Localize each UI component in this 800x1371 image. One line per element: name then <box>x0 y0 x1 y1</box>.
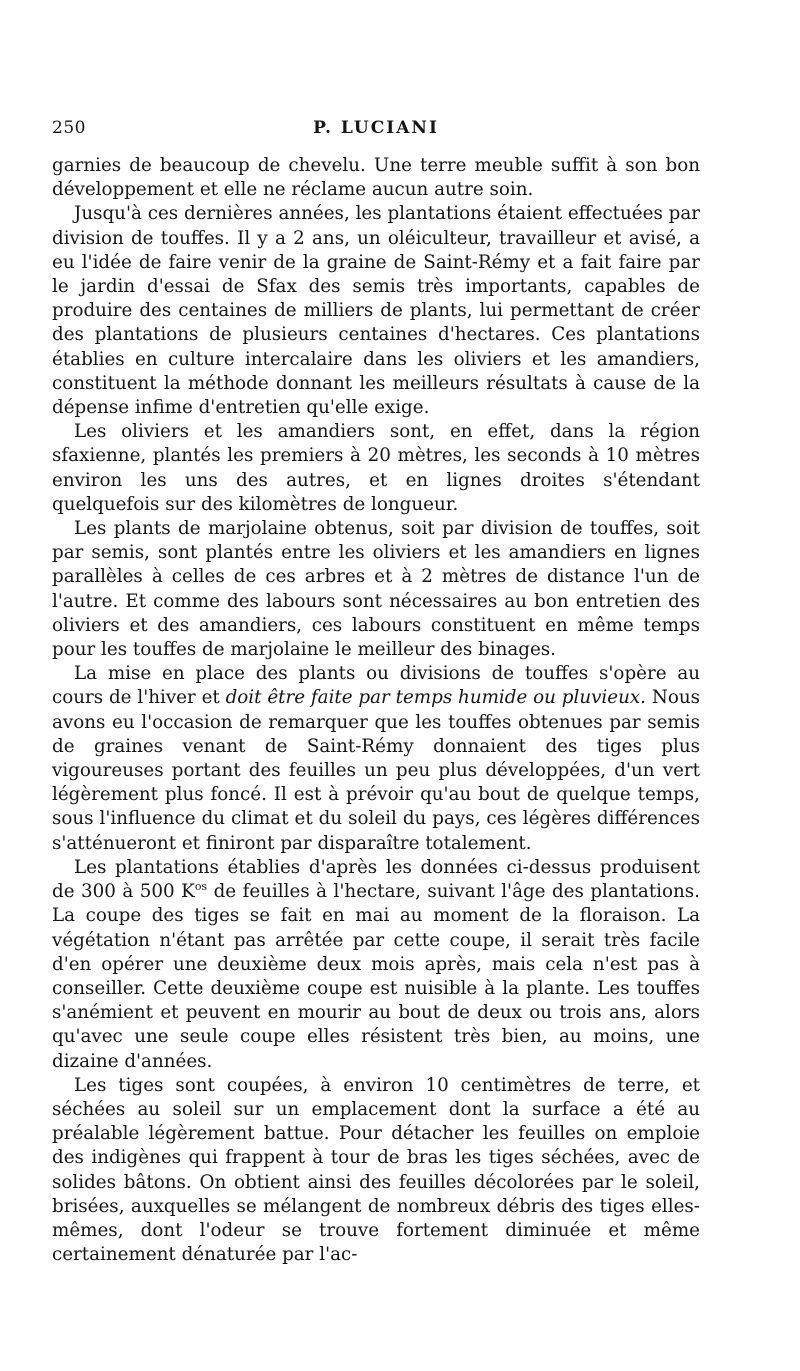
paragraph-tree-spacing: Les oliviers et les amandiers sont, en effet, dans la région sfaxienne, plantés les premiers à 20 mètres, les seconds à 10 mètres environ les uns des autres, et en lignes droites s'étendant quelquefois sur des kilomètres de longueur. <box>52 421 700 515</box>
book-page <box>52 118 700 1267</box>
paragraph-plantation-methods: Jusqu'à ces dernières années, les plantations étaient effectuées par division de touffes. Il y a 2 ans, un oléiculteur, travailleur et avisé, a eu l'idée de faire venir de la graine de Saint-Rémy et a fait faire par le jardin d'essai de Sfax des semis très importants, capables de produire des centaines de milliers de plants, lui permettant de créer des plantations de plusieurs centaines d'hectares. Ces plantations établies en culture intercalaire dans les oliviers et les amandiers, constituent la méthode donnant les meilleurs résultats à cause de la dépense infime d'entretien qu'elle exige. <box>52 203 700 419</box>
italic-emphasis: doit être faite par temps humide ou pluvieux. <box>225 687 646 709</box>
paragraph-continuation: garnies de beaucoup de chevelu. Une terre meuble suffit à son bon développement et elle ne réclame aucun autre soin. <box>52 155 700 201</box>
paragraph-yield-harvest <box>52 856 700 1074</box>
body-text <box>52 154 700 1267</box>
page-header <box>52 118 700 154</box>
running-head-author: P. LUCIANI <box>313 118 439 138</box>
page-number: 250 <box>52 118 86 138</box>
paragraph-winter-planting <box>52 662 700 856</box>
superscript: os <box>194 880 208 893</box>
text-run: Nous avons eu l'occasion de remarquer que les touffes obtenues par semis de graines venant de Saint-Rémy donnaient des tiges plus vigoureuses portant des feuilles un peu plus développées, d'un vert légèrement plus foncé. Il est à prévoir qu'au bout de quelque temps, sous l'influence du climat et du soleil du pays, ces légères différences s'atténueront et finiront par disparaître totalement. <box>52 687 700 854</box>
text-run: de feuilles à l'hectare, suivant l'âge des plantations. La coupe des tiges se fait en mai au moment de la floraison. La végétation n'étant pas arrêtée par cette coupe, il serait très facile d'en opérer une deuxième deux mois après, mais cela n'est pas à conseiller. Cette deuxième coupe est nuisible à la plante. Les touffes s'anémient et peuvent en mourir au bout de deux ou trois ans, alors qu'avec une seule coupe elles résistent très bien, au moins, une dizaine d'années. <box>52 881 700 1072</box>
text-run: La mise en place des plants ou divisions de touffes s'opère au cours de l'hiver et <box>52 663 700 709</box>
paragraph-planting-rows: Les plants de marjolaine obtenus, soit par division de touffes, soit par semis, sont plantés entre les oliviers et les amandiers en lignes parallèles à celles de ces arbres et à 2 mètres de distance l'un de l'autre. Et comme des labours sont nécessaires au bon entretien des oliviers et des amandiers, ces labours constituent en même temps pour les touffes de marjolaine le meilleur des binages. <box>52 518 700 661</box>
paragraph-drying-process: Les tiges sont coupées, à environ 10 centimètres de terre, et séchées au soleil sur un emplacement dont la surface a été au préalable légèrement battue. Pour détacher les feuilles on emploie des indigènes qui frappent à tour de bras les tiges séchées, avec de solides bâtons. On obtient ainsi des feuilles décolorées par le soleil, brisées, auxquelles se mélangent de nombreux débris des tiges elles-mêmes, dont l'odeur se trouve fortement diminuée et même certainement dénaturée par l'ac- <box>52 1074 700 1266</box>
text-run: Les plantations établies d'après les données ci-dessus produisent de 300 à 500 K <box>52 856 700 903</box>
